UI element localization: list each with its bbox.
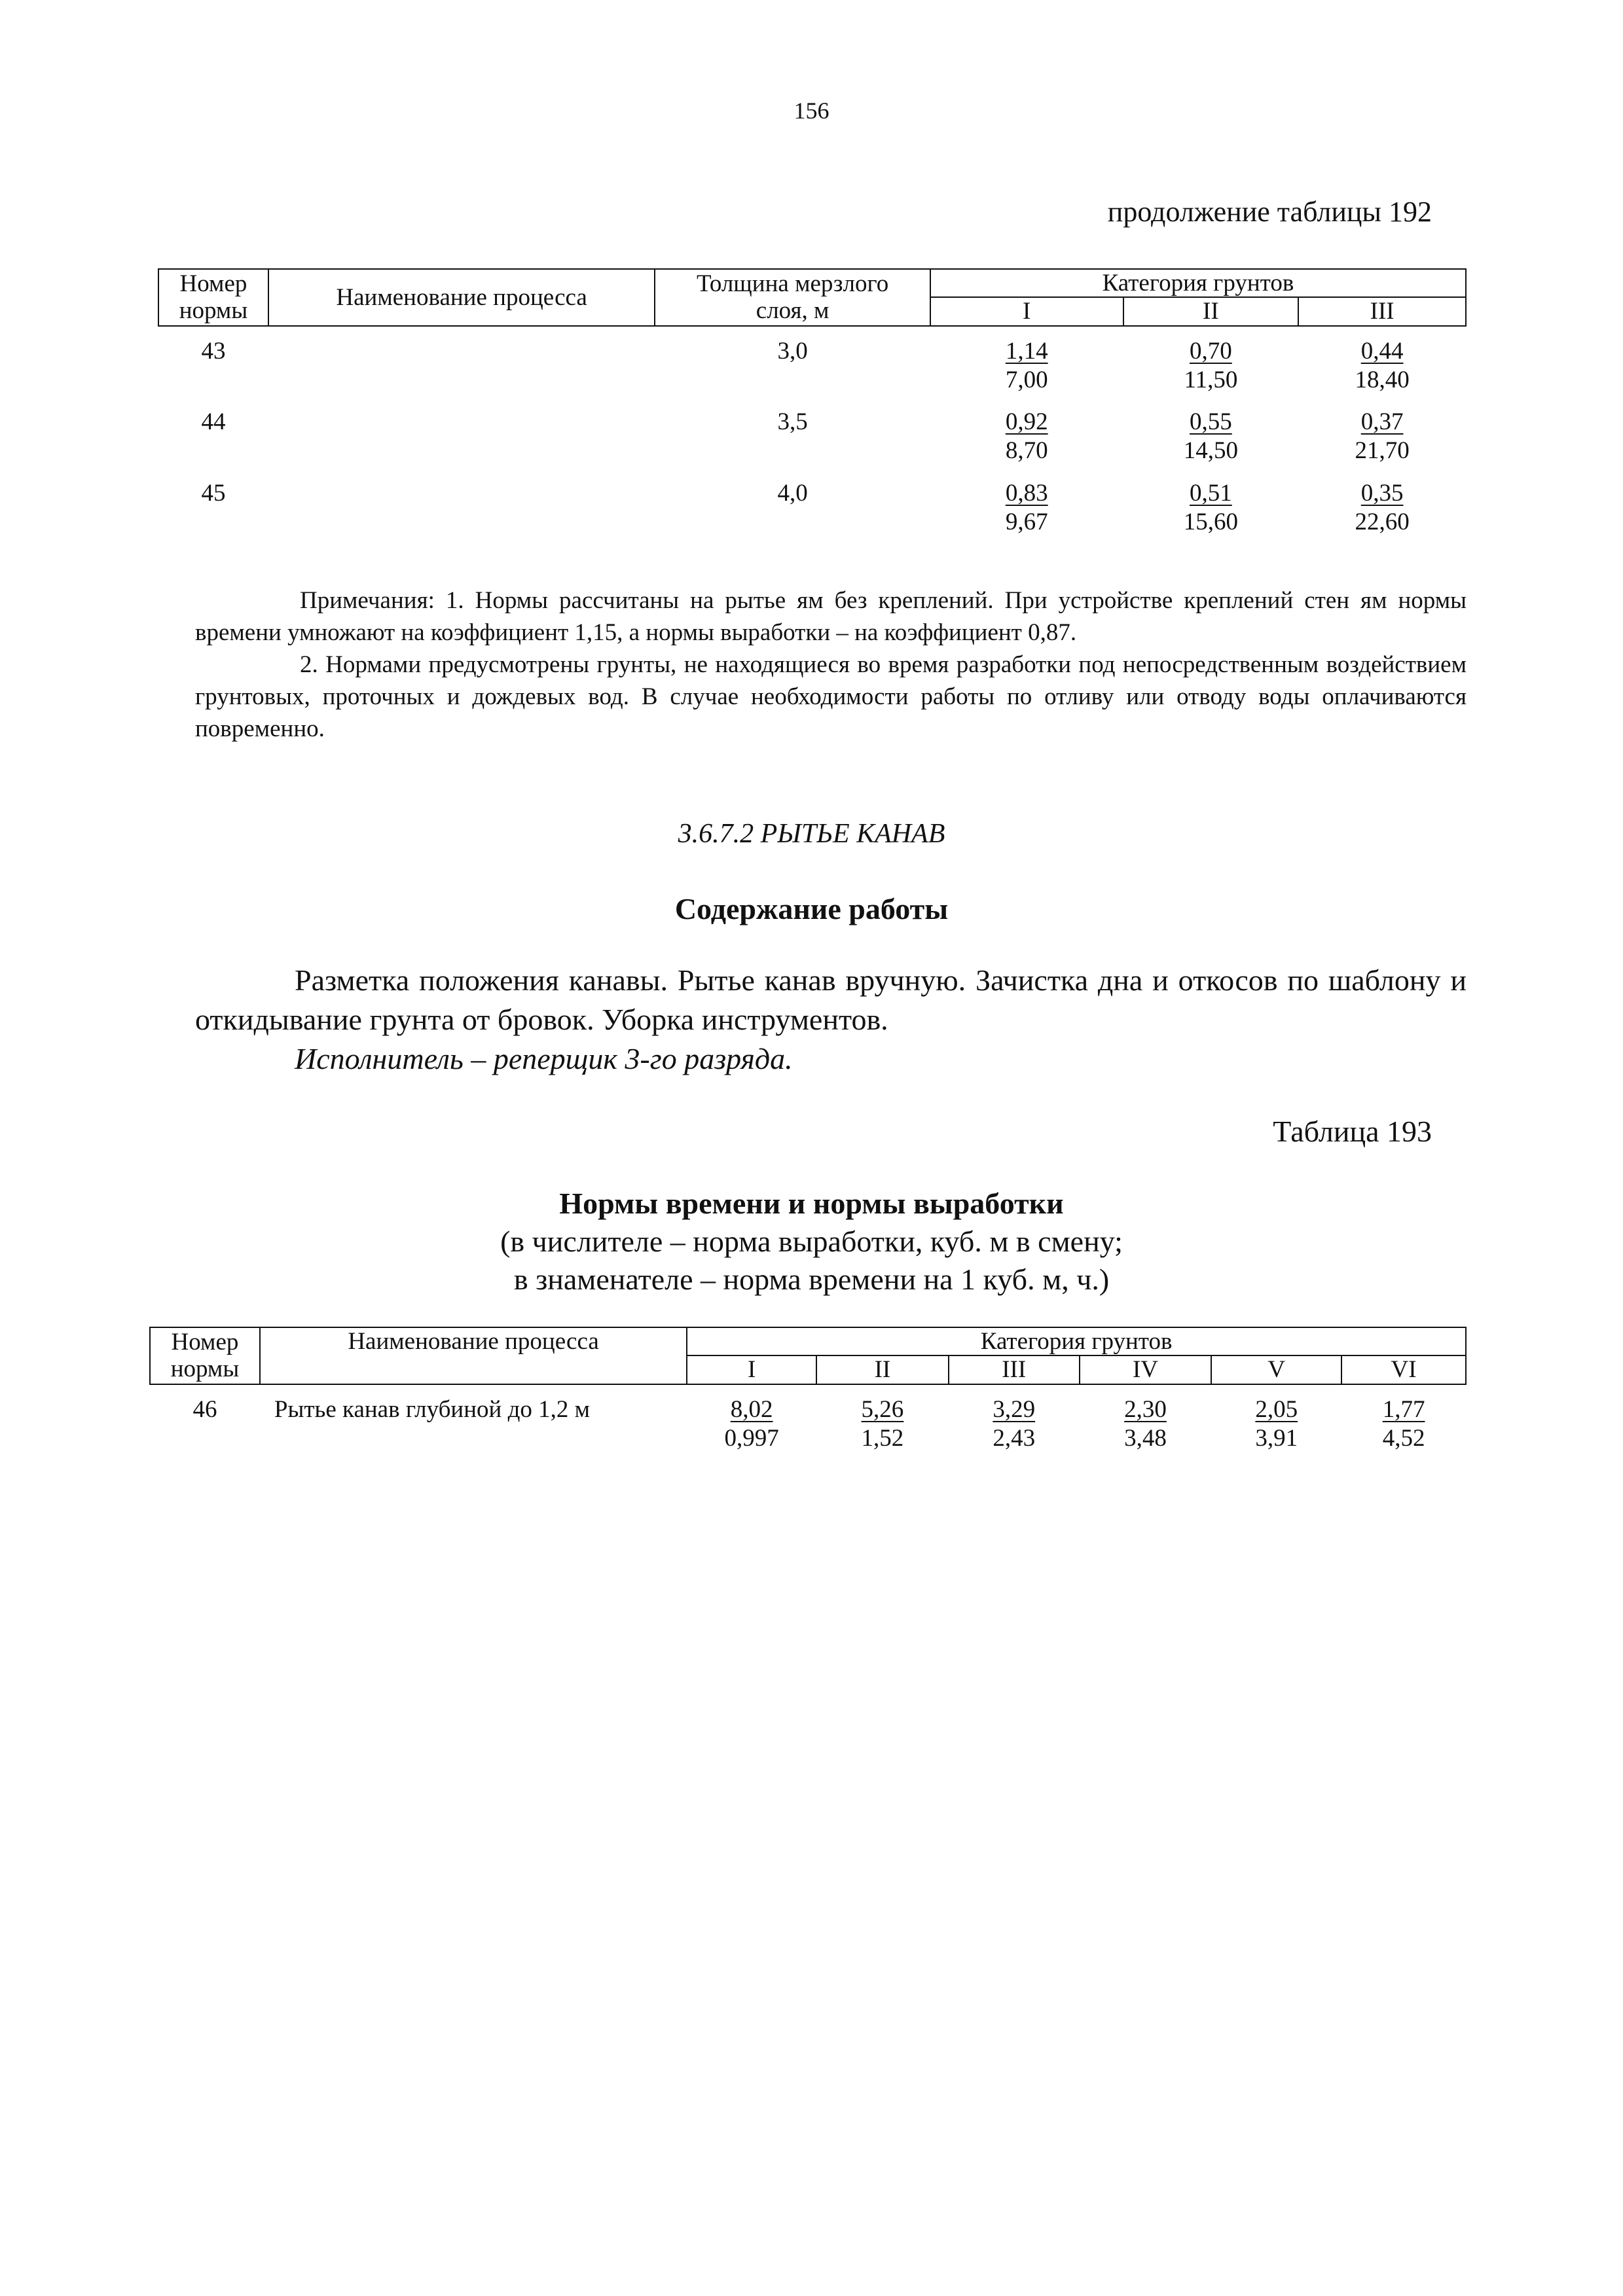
numerator [1123,479,1299,508]
header-category-iv: IV [1080,1355,1212,1384]
norms-title [0,1185,1623,1299]
section-title: 3.6.7.2 РЫТЬЕ КАНАВ [678,819,945,849]
norm-value [930,326,1123,397]
norm-value [1080,1384,1212,1456]
table-193-label: Таблица 193 [1273,1115,1432,1148]
header-process: Наименование процесса [260,1327,687,1384]
norm-value [687,1384,816,1456]
norm-number: 45 [201,479,226,507]
norms-title-main: Нормы времени и нормы выработки [559,1187,1064,1220]
denominator: 14,50 [1183,437,1238,464]
norm-value [1298,397,1466,469]
header-category-i: I [687,1355,816,1384]
table-row [158,326,1466,397]
denominator: 1,52 [861,1424,904,1452]
numerator-text: 1,14 [1005,337,1048,365]
norm-number: 46 [192,1395,217,1423]
numerator-text: 0,83 [1005,479,1048,507]
norm-value [930,469,1123,540]
page-number: 156 [793,98,830,124]
norm-value [1298,326,1466,397]
norm-value [816,1384,949,1456]
numerator [1123,408,1299,437]
denominator: 11,50 [1184,366,1238,393]
numerator [1298,479,1466,508]
header-soil-category: Категория грунтов [687,1327,1466,1355]
table-row [158,397,1466,469]
numerator-text: 0,92 [1005,408,1048,435]
numerator [930,337,1123,366]
table-192 [158,268,1467,540]
norm-value [949,1384,1080,1456]
numerator-text: 0,44 [1360,337,1404,365]
header-category-i: I [930,297,1123,325]
norm-value [1123,326,1299,397]
numerator [816,1395,949,1424]
numerator-text: 2,30 [1124,1395,1167,1423]
numerator [930,479,1123,508]
numerator-text: 1,77 [1382,1395,1425,1423]
norm-number: 43 [201,337,226,365]
denominator: 3,91 [1255,1424,1298,1452]
denominator: 0,997 [724,1424,779,1452]
header-category-ii: II [816,1355,949,1384]
numerator [949,1395,1080,1424]
header-process: Наименование процесса [268,269,655,326]
numerator-text: 0,70 [1190,337,1232,365]
norm-value [930,397,1123,469]
denominator: 3,48 [1124,1424,1167,1452]
numerator [1123,337,1299,366]
notes [195,584,1467,745]
denominator: 18,40 [1355,366,1410,393]
note-2: 2. Нормами предусмотрены грунты, не находящиеся во время разработки под непосредственным воздействием грунтовых, проточных и дождевых вод. В случае необходимости работы по отливу или отводу воды оплачиваются повременно. [195,651,1467,742]
header-category-iii: III [1298,297,1466,325]
numerator-text: 0,35 [1360,479,1404,507]
numerator [687,1395,816,1424]
header-norm-number: Номер нормы [150,1327,260,1384]
numerator [1341,1395,1466,1424]
executor-text: Исполнитель – реперщик 3-го разряда. [295,1042,793,1075]
header-soil-category: Категория грунтов [930,269,1466,297]
header-category-v: V [1211,1355,1341,1384]
denominator: 4,52 [1382,1424,1425,1452]
header-category-vi: VI [1341,1355,1466,1384]
header-category-iii: III [949,1355,1080,1384]
header-thickness: Толщина мерзлого слоя, м [655,269,930,326]
numerator [1080,1395,1212,1424]
numerator [930,408,1123,437]
numerator-text: 0,51 [1190,479,1232,507]
numerator [1298,337,1466,366]
norms-title-line2: (в числителе – норма выработки, куб. м в смену; [500,1225,1123,1258]
process-name [268,469,655,540]
norm-value [1341,1384,1466,1456]
table-row [150,1384,1466,1456]
frozen-thickness: 3,0 [777,337,808,365]
header-category-ii: II [1123,297,1299,325]
content-body [195,961,1467,1079]
content-heading: Содержание работы [674,892,949,925]
content-text: Разметка положения канавы. Рытье канав вручную. Зачистка дна и откосов по шаблону и откидывание грунта от бровок. Уборка инструментов. [195,963,1467,1036]
process-name [268,397,655,469]
numerator-text: 3,29 [993,1395,1036,1423]
denominator: 2,43 [993,1424,1036,1452]
table-row [158,469,1466,540]
norm-value [1123,469,1299,540]
header-norm-number: Номер нормы [158,269,268,326]
process-name [268,326,655,397]
numerator-text: 0,55 [1190,408,1232,435]
denominator: 7,00 [1005,366,1048,393]
norm-value [1298,469,1466,540]
denominator: 21,70 [1355,437,1410,464]
norms-title-line3: в знаменателе – норма времени на 1 куб. м, ч.) [513,1263,1110,1296]
norm-value [1123,397,1299,469]
table-193 [149,1327,1467,1456]
numerator [1211,1395,1341,1424]
process-name: Рытье канав глубиной до 1,2 м [274,1395,591,1423]
numerator-text: 8,02 [730,1395,773,1423]
denominator: 8,70 [1005,437,1048,464]
norm-number: 44 [201,408,226,435]
norm-value [1211,1384,1341,1456]
note-1: Примечания: 1. Нормы рассчитаны на рытье ям без креплений. При устройстве креплений стен ям нормы времени умножают на коэффициент 1,15, а нормы выработки – на коэффициент 0,87. [195,587,1467,646]
denominator: 15,60 [1183,508,1238,535]
numerator-text: 0,37 [1360,408,1404,435]
denominator: 22,60 [1355,508,1410,535]
frozen-thickness: 4,0 [777,479,808,507]
frozen-thickness: 3,5 [777,408,808,435]
numerator-text: 2,05 [1255,1395,1298,1423]
numerator-text: 5,26 [861,1395,904,1423]
continuation-title: продолжение таблицы 192 [1107,196,1432,228]
denominator: 9,67 [1005,508,1048,535]
numerator [1298,408,1466,437]
